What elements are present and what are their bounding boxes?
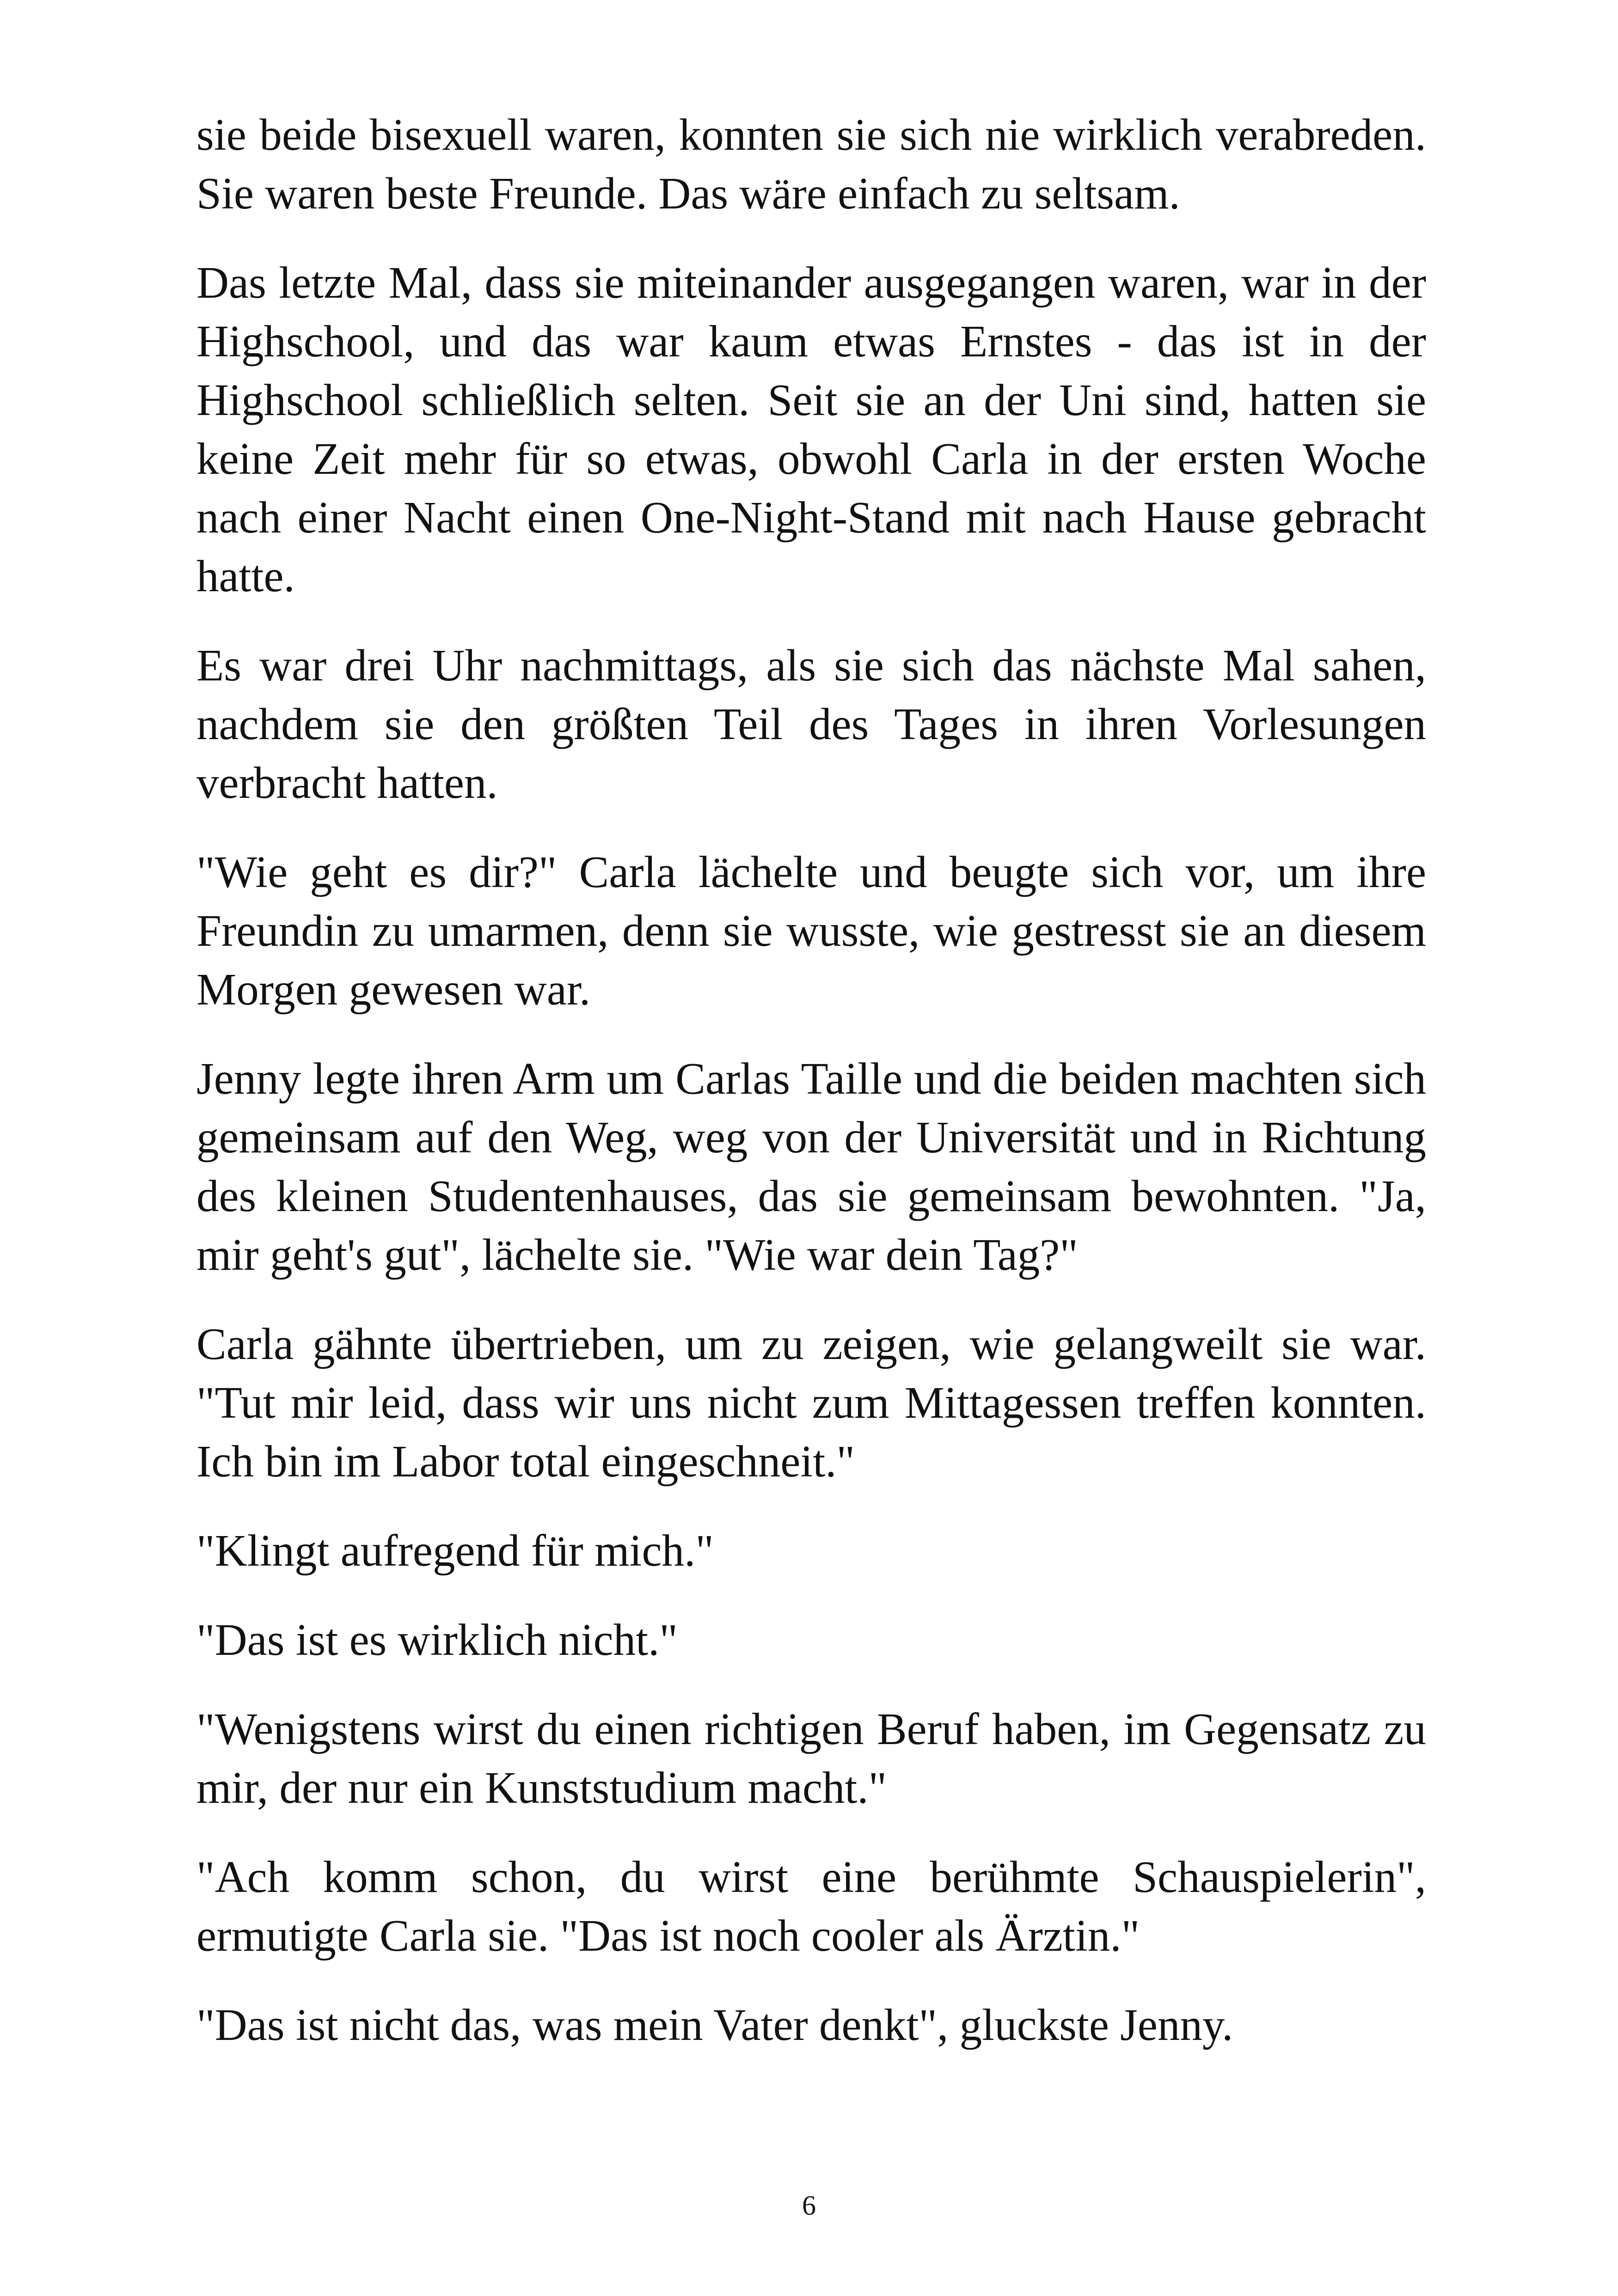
paragraph: "Wenigstens wirst du einen richtigen Beruf haben, im Gegensatz zu mir, der nur ein Kunststudium macht." [196, 1704, 1426, 1812]
paragraph: "Ach komm schon, du wirst eine berühmte Schauspielerin", ermutigte Carla sie. "Das ist noch cooler als Ärztin." [196, 1852, 1426, 1960]
paragraph: Jenny legte ihren Arm um Carlas Taille und die beiden machten sich gemeinsam auf den Weg, weg von der Universität und in Richtung des kleinen Studentenhauses, das sie gemeinsam bewohnten. "Ja, mir geht's gut", lächelte sie. "Wie war dein Tag?" [196, 1054, 1426, 1280]
paragraph: Carla gähnte übertrieben, um zu zeigen, wie gelangweilt sie war. "Tut mir leid, dass wir uns nicht zum Mittagessen treffen konnten. Ich bin im Labor total eingeschneit." [196, 1319, 1426, 1486]
page-number: 6 [802, 2190, 816, 2221]
body-text [196, 105, 1426, 2085]
paragraph: Es war drei Uhr nachmittags, als sie sich das nächste Mal sahen, nachdem sie den größten Teil des Tages in ihren Vorlesungen verbracht hatten. [196, 641, 1426, 808]
paragraph: "Das ist es wirklich nicht." [196, 1615, 678, 1665]
paragraph: "Das ist nicht das, was mein Vater denkt", gluckste Jenny. [196, 2000, 1233, 2050]
paragraph: sie beide bisexuell waren, konnten sie sich nie wirklich verabreden. Sie waren beste Freunde. Das wäre einfach zu seltsam. [196, 110, 1426, 218]
paragraph: "Klingt aufregend für mich." [196, 1526, 714, 1575]
paragraph: "Wie geht es dir?" Carla lächelte und beugte sich vor, um ihre Freundin zu umarmen, denn sie wusste, wie gestresst sie an diesem Morgen gewesen war. [196, 847, 1426, 1014]
paragraph: Das letzte Mal, dass sie miteinander ausgegangen waren, war in der Highschool, und das war kaum etwas Ernstes - das ist in der Highschool schließlich selten. Seit sie an der Uni sind, hatten sie keine Zeit mehr für so etwas, obwohl Carla in der ersten Woche nach einer Nacht einen One-Night-Stand mit nach Hause gebracht hatte. [196, 258, 1426, 601]
